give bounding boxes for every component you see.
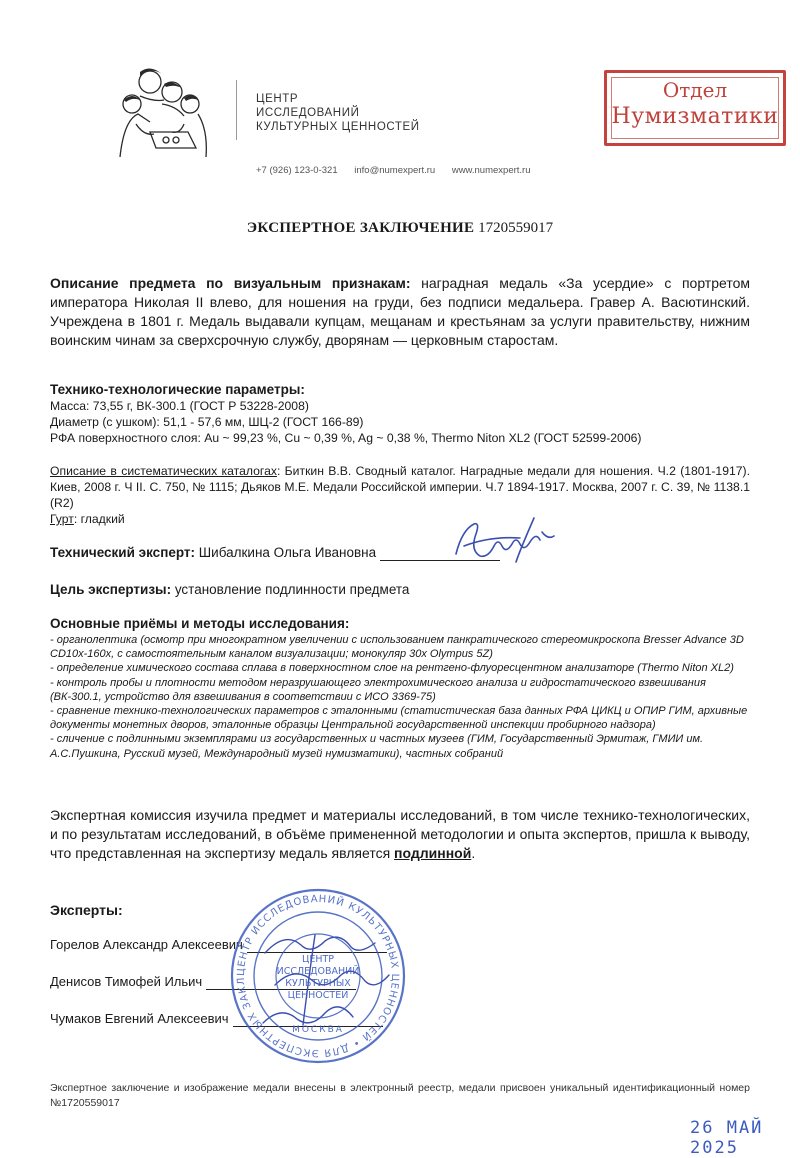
tech-expert-label: Технический эксперт: bbox=[50, 545, 196, 560]
edge-label: Гурт bbox=[50, 512, 74, 526]
experts-label: Эксперты: bbox=[50, 902, 123, 918]
phone-number[interactable]: +7 (926) 123-0-321 bbox=[256, 165, 338, 176]
diameter-line: Диаметр (с ушком): 51,1 - 57,6 мм, ШЦ-2 (ГОСТ 166-89) bbox=[50, 415, 364, 429]
round-seal bbox=[228, 886, 408, 1066]
conclusion-paragraph bbox=[50, 806, 750, 863]
contacts-line bbox=[256, 165, 545, 176]
certificate-number: 1720559017 bbox=[478, 220, 554, 236]
method-item: - определение химического состава сплава в поверхностном слое на рентгено-флуоресцентном анализаторе (Thermo Niton XL2) bbox=[50, 662, 734, 675]
stamp-inner-border bbox=[611, 77, 779, 139]
date-stamp: 26 МАЙ 2025 bbox=[690, 1118, 764, 1158]
signature-tech-expert bbox=[450, 510, 560, 570]
xrf-line: РФА поверхностного слоя: Au ~ 99,23 %, Cu ~ 0,39 %, Ag ~ 0,38 %, Thermo Niton XL2 (ГОСТ 52599-2006) bbox=[50, 431, 642, 445]
org-line: ИССЛЕДОВАНИЙ bbox=[256, 107, 360, 119]
method-item: - органолептика (осмотр при многократном увеличении с использованием панкратического стереомикроскопа Bresser Advance 3D CD10x-160x, с самостоятельным каналом визуализации; монокуляр 30x Olympus 5Z) bbox=[50, 634, 744, 661]
item-description bbox=[50, 274, 750, 350]
seal-city: МОСКВА bbox=[292, 1025, 344, 1035]
organization-logo bbox=[110, 62, 218, 162]
expert-name: Денисов Тимофей Ильич bbox=[50, 974, 203, 989]
document-title bbox=[0, 220, 800, 237]
experts-heading bbox=[50, 902, 123, 918]
header-divider bbox=[236, 80, 237, 140]
catalog-references bbox=[50, 463, 750, 527]
method-item: - сравнение технико-технологических параметров с эталонными (статистическая база данных РФА ЦИКЦ и ОПИР ГИМ, архивные документы монетных дворов, эталонные образцы Центральной государственной инспекции пробирного надзора) bbox=[50, 705, 748, 732]
description-label: Описание предмета по визуальным признакам: bbox=[50, 275, 411, 291]
methods-heading bbox=[50, 616, 349, 631]
methods-list bbox=[50, 633, 755, 761]
method-item: - контроль пробы и плотности методом неразрушающего электрохимического анализа и гидростатического взвешивания (ВК-300.1, устройство для взвешивания в соответствии с ИСО 3369-75) bbox=[50, 676, 706, 703]
email-link[interactable]: info@numexpert.ru bbox=[354, 165, 436, 176]
expert-name: Чумаков Евгений Алексеевич bbox=[50, 1011, 229, 1026]
org-line: КУЛЬТУРНЫХ ЦЕННОСТЕЙ bbox=[256, 121, 420, 133]
technical-expert-line bbox=[50, 545, 500, 561]
verdict: подлинной bbox=[394, 845, 472, 861]
title-label: ЭКСПЕРТНОЕ ЗАКЛЮЧЕНИЕ bbox=[246, 220, 475, 236]
tech-label-text: Технико-технологические параметры: bbox=[50, 382, 305, 397]
edge-line bbox=[50, 511, 750, 527]
org-line: ЦЕНТР bbox=[256, 93, 299, 105]
seal-center-line: ЦЕННОСТЕЙ bbox=[287, 990, 349, 1001]
website-link[interactable]: www.numexpert.ru bbox=[451, 165, 531, 176]
department-stamp bbox=[604, 70, 786, 146]
technical-parameters bbox=[50, 382, 750, 446]
description-text: наградная медаль «За усердие» с портретом императора Николая II влево, для ношения на груди, без подписи медальера. Гравер А. Васютинский. Учреждена в 1801 г. Медаль выдавали купцам, мещанам и крестьянам за услуги правительству, нижним воинским чинам за сверхсрочную службу, дворянам — церковным старостам. bbox=[50, 275, 750, 348]
catalog-label: Описание в систематических каталогах bbox=[50, 464, 277, 478]
footer-note: Экспертное заключение и изображение медали внесены в электронный реестр, медали присвоен уникальный идентификационный номер №1720559017 bbox=[50, 1082, 750, 1109]
conclusion-end: . bbox=[471, 845, 476, 861]
organization-name bbox=[256, 92, 420, 134]
stamp-line: Отдел bbox=[662, 78, 728, 102]
expertise-goal bbox=[50, 582, 409, 597]
methods-label: Основные приёмы и методы исследования: bbox=[50, 616, 350, 631]
goal-label: Цель экспертизы: bbox=[50, 582, 172, 597]
seal-center-line: ИССЛЕДОВАНИЙ bbox=[276, 966, 360, 977]
mass-line: Масса: 73,55 г, ВК-300.1 (ГОСТ Р 53228-2008) bbox=[50, 399, 309, 413]
seal-center-line: ЦЕНТР bbox=[301, 954, 335, 965]
catalog-text: : Биткин В.В. Сводный каталог. Наградные медали для ношения. Ч.2 (1801-1917). Киев, 2008 г. Ч II. С. 750, № 1115; Дьяков М.Е. Медали Российской империи. Ч.7 1894-1917. Москва, 2007 г. С. 39, № 1138.1 (R2) bbox=[50, 464, 750, 510]
goal-text: установление подлинности предмета bbox=[171, 582, 410, 597]
seal-center-line: КУЛЬТУРНЫХ bbox=[285, 978, 351, 989]
tech-expert-name: Шибалкина Ольга Ивановна bbox=[195, 545, 380, 560]
method-item: - сличение с подлинными экземплярами из государственных и частных музеев (ГИМ, Государственный Эрмитаж, ГМИИ им. А.С.Пушкина, Русский музей, Международный музей нумизматики), частных собраний bbox=[50, 733, 704, 760]
stamp-line: Нумизматики bbox=[611, 104, 779, 129]
tech-label bbox=[50, 382, 750, 398]
expert-name: Горелов Александр Алексеевич bbox=[50, 937, 243, 952]
conclusion-text: Экспертная комиссия изучила предмет и материалы исследований, в том числе технико-технологических, и по результатам исследований, в объёме примененной методологии и опыта экспертов, пришла к выводу, что представленная на экспертизу медаль является bbox=[50, 807, 750, 861]
seal-ring-text: ЦЕНТР ИССЛЕДОВАНИЙ КУЛЬТУРНЫХ ЦЕННОСТЕЙ • ДЛЯ ЭКСПЕРТНЫХ ЗАКЛ bbox=[235, 893, 401, 1059]
edge-value: : гладкий bbox=[73, 512, 125, 526]
